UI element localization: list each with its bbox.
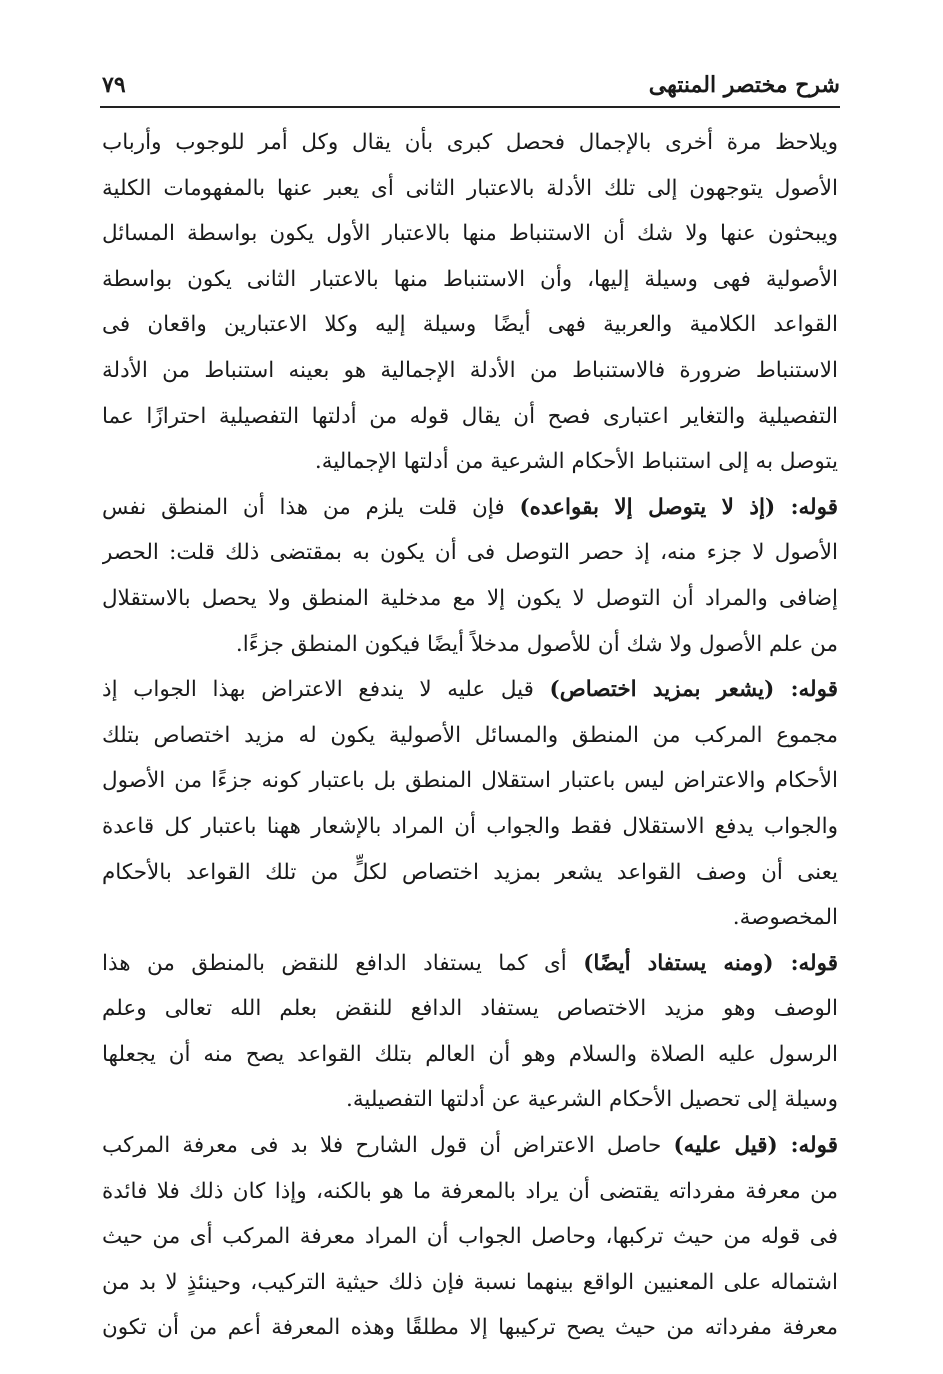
text-line: يعنى أن وصف القواعد يشعر بمزيد اختصاص لكلٍّ من تلك القواعد بالأحكام — [102, 859, 838, 885]
text-line: معرفة مفرداته من حيث يصح تركيبها إلا مطلقًا وهذه المعرفة أعم من أن تكون — [102, 1315, 838, 1341]
commentary-lemma: قوله: (ومنه يستفاد أيضًا) — [583, 950, 838, 976]
text-line: والجواب يدفع الاستقلال فقط والجواب أن المراد بالإشعار ههنا باعتبار كل قاعدة — [102, 813, 838, 839]
text-line: إضافى والمراد أن التوصل لا يكون إلا مع مدخلية المنطق ولا يحصل بالاستقلال — [102, 585, 838, 611]
commentary-lemma: قوله: (قيل عليه) — [673, 1133, 838, 1159]
text-line: مجموع المركب من المنطق والمسائل الأصولية يكون له مزيد اختصاص بتلك — [102, 722, 838, 748]
text-line: من علم الأصول ولا شك أن للأصول مدخلاً أيضًا فيكون المنطق جزءًا. — [235, 631, 838, 657]
header-title: شرح مختصر المنتهى — [648, 72, 840, 98]
text-line: اشتماله على المعنيين الواقع بينهما نسبة فإن ذلك حيثية التركيب، وحينئذٍ لا بد من — [102, 1269, 838, 1295]
text-line: قوله: (يشعر بمزيد اختصاص) قيل عليه لا يندفع الاعتراض بهذا الجواب إذ — [102, 677, 838, 703]
text-line: قوله: (إذ لا يتوصل إلا بقواعده) فإن قلت يلزم من هذا أن المنطق نفس — [102, 494, 838, 520]
text-line: الأصولية فهى وسيلة إليها، وأن الاستنباط منها بالاعتبار الثانى يكون بواسطة — [102, 266, 838, 292]
text-line: قوله: (ومنه يستفاد أيضًا) أى كما يستفاد الدافع للنقض بالمنطق من هذا — [102, 950, 838, 976]
text-line: الأصول لا جزء منه، إذ حصر التوصل فى أن يكون به بمقتضى ذلك قلت: الحصر — [102, 540, 838, 566]
text-line: وسيلة إلى تحصيل الأحكام الشرعية عن أدلتها التفصيلية. — [346, 1087, 838, 1113]
text-line: القواعد الكلامية والعربية فهى أيضًا وسيلة إليه وكلا الاعتبارين واقعان فى — [102, 312, 838, 338]
text-line: الأحكام والاعتراض ليس باعتبار استقلال المنطق بل باعتبار كونه جزءًا من الأصول — [102, 768, 838, 794]
text-line: ويبحثون عنها ولا شك أن الاستنباط منها بالاعتبار الأول يكون بواسطة المسائل — [102, 221, 838, 247]
text-line: من معرفة مفرداته يقتضى أن يراد بالمعرفة ما هو بالكنه، وإذا كان ذلك فلا فائدة — [102, 1178, 838, 1204]
text-line: يتوصل به إلى استنباط الأحكام الشرعية من أدلتها الإجمالية. — [314, 449, 838, 475]
running-header — [100, 70, 840, 108]
text-line: قوله: (قيل عليه) حاصل الاعتراض أن قول الشارح فلا بد فى معرفة المركب — [102, 1133, 838, 1159]
text-line: الرسول عليه الصلاة والسلام وهو أن العالم بتلك القواعد يصح منه أن يجعلها — [102, 1041, 838, 1067]
page-number: ٧٩ — [102, 72, 126, 98]
text-line: ويلاحظ مرة أخرى بالإجمال فحصل كبرى بأن يقال وكل أمر للوجوب وأرباب — [102, 130, 838, 155]
commentary-lemma: قوله: (إذ لا يتوصل إلا بقواعده) — [519, 494, 838, 520]
text-line: فى قوله من حيث تركبها، وحاصل الجواب أن المراد معرفة المركب أى من حيث — [102, 1224, 838, 1250]
text-line: الاستنباط ضرورة فالاستنباط من الأدلة الإجمالية هو بعينه استنباط من الأدلة — [102, 357, 838, 383]
text-line: الأصول يتوجهون إلى تلك الأدلة بالاعتبار الثانى أى يعبر عنها بالمفهومات الكلية — [102, 175, 838, 201]
text-line: المخصوصة. — [732, 905, 838, 931]
text-line: الوصف وهو مزيد الاختصاص يستفاد الدافع للنقض بعلم الله تعالى وعلم — [102, 996, 838, 1022]
text-line: التفصيلية والتغاير اعتبارى فصح أن يقال قوله من أدلتها التفصيلية احترازًا عما — [102, 403, 838, 429]
commentary-lemma: قوله: (يشعر بمزيد اختصاص) — [549, 677, 838, 703]
body-text — [102, 120, 838, 1351]
